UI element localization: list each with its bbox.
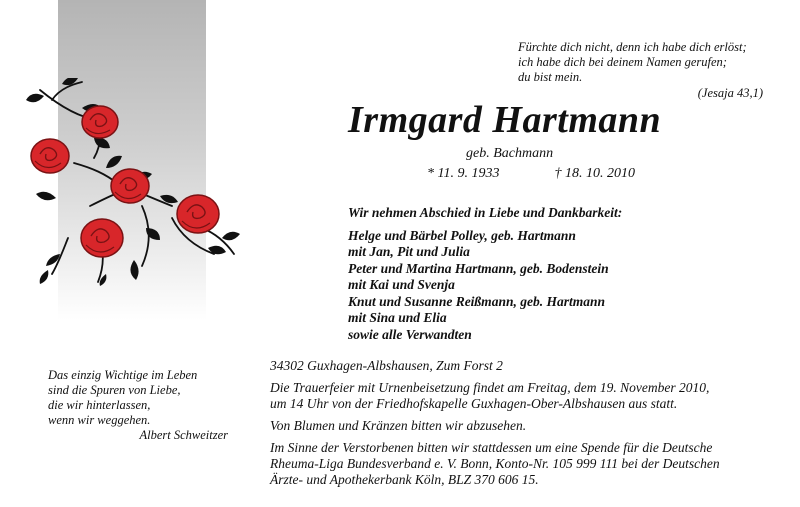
- funeral-information: [270, 358, 770, 494]
- mourner-line: sowie alle Verwandten: [348, 326, 472, 342]
- family-address: 34302 Guxhagen-Albshausen, Zum Forst 2: [270, 358, 503, 373]
- deceased-name: Irmgard Hartmann: [348, 99, 662, 141]
- bible-quote: [518, 40, 763, 101]
- donation-line: Ärzte- und Apothekerbank Köln, BLZ 370 606 15.: [270, 472, 539, 487]
- mourners-intro: Wir nehmen Abschied in Liebe und Dankbarkeit:: [348, 205, 623, 220]
- mourners-list: [348, 205, 768, 343]
- mourner-line: mit Sina und Elia: [348, 310, 447, 325]
- mourner-line: Helge und Bärbel Polley, geb. Hartmann: [348, 227, 576, 243]
- service-line: Die Trauerfeier mit Urnenbeisetzung findet am Freitag, dem 19. November 2010,: [270, 380, 710, 395]
- donation-line: Im Sinne der Verstorbenen bitten wir stattdessen um eine Spende für die Deutsche: [270, 440, 713, 455]
- quote-source: (Jesaja 43,1): [697, 86, 763, 100]
- donation-request: [270, 440, 770, 488]
- mourner-line: mit Jan, Pit und Julia: [348, 244, 470, 259]
- mourner-line: Knut und Susanne Reißmann, geb. Hartmann: [348, 293, 605, 309]
- quote-line: ich habe dich bei deinem Namen gerufen;: [518, 55, 727, 69]
- poem-line: sind die Spuren von Liebe,: [48, 383, 181, 397]
- life-dates: [427, 166, 635, 182]
- donation-line: Rheuma-Liga Bundesverband e. V. Bonn, Konto-Nr. 105 999 111 bei der Deutschen: [270, 456, 720, 471]
- service-line: um 14 Uhr von der Friedhofskapelle Guxhagen-Ober-Albshausen aus statt.: [270, 396, 678, 411]
- quote-line: Fürchte dich nicht, denn ich habe dich erlöst;: [518, 40, 747, 54]
- poem-line: die wir hinterlassen,: [48, 398, 151, 412]
- birth-name: geb. Bachmann: [466, 146, 554, 161]
- schweitzer-quote: [48, 368, 228, 443]
- mourner-line: Peter und Martina Hartmann, geb. Bodenstein: [348, 260, 609, 276]
- mourner-line: mit Kai und Svenja: [348, 277, 455, 292]
- quote-line: du bist mein.: [518, 70, 583, 84]
- flowers-note: Von Blumen und Kränzen bitten wir abzusehen.: [270, 418, 527, 433]
- birth-date: * 11. 9. 1933: [427, 166, 500, 181]
- poem-line: wenn wir weggehen.: [48, 413, 151, 427]
- service-announcement: [270, 380, 770, 412]
- roses-illustration: [22, 78, 252, 288]
- poem-line: Das einzig Wichtige im Leben: [48, 368, 198, 382]
- death-date: † 18. 10. 2010: [554, 166, 635, 181]
- poem-author: Albert Schweitzer: [139, 428, 228, 442]
